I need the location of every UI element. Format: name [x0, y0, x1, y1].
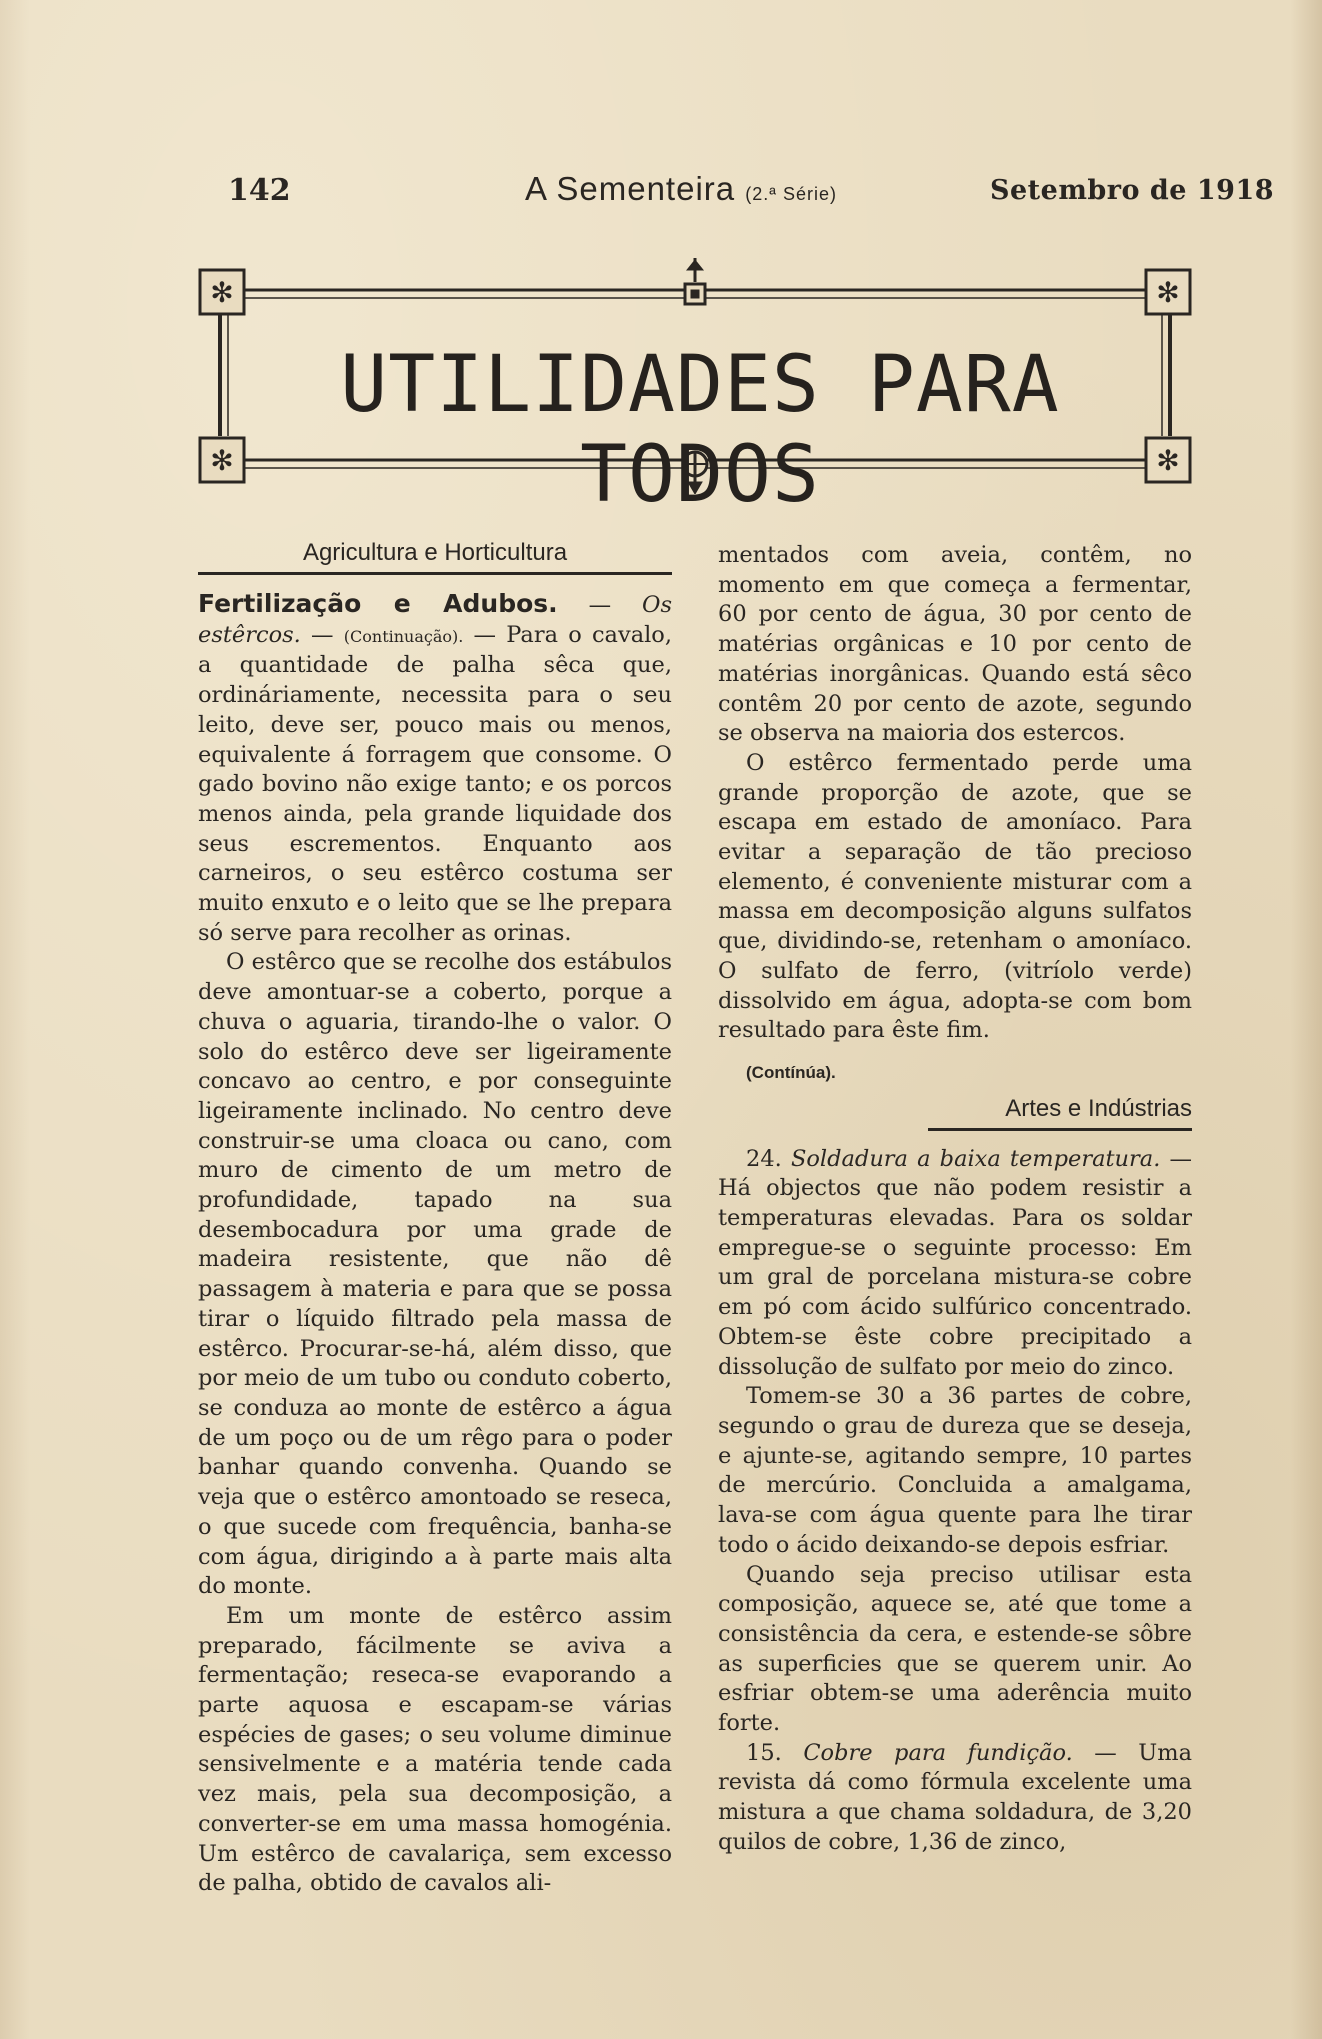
right-column [718, 541, 1192, 1858]
article-title: Fertilização e Adubos. [198, 589, 558, 618]
continua-note: (Contínúa). [746, 1062, 836, 1082]
paragraph-text: — Para o cavalo, a quantidade de palha sêca que, ordináriamente, necessita para o seu leito, deve ser, pouco mais ou menos, equivalente á forragem que consome. O gado bovino não exige tanto; e os porcos menos ainda, pela grande liquidade dos seus escrementos. Enquanto aos carneiros, o seu estêrco costuma ser muito enxuto e o leito que se lhe prepara só serve para recolher as orinas. [198, 621, 672, 946]
paragraph [198, 589, 672, 948]
left-column [198, 538, 672, 1899]
page-number: 142 [228, 173, 291, 208]
section-heading-agricultura: Agricultura e Horticultura [198, 538, 672, 575]
paragraph [718, 1739, 1192, 1858]
svg-text:✻: ✻ [1156, 444, 1180, 477]
item-title: Soldadura a baixa temperatura. [790, 1145, 1161, 1172]
banner-title: UTILIDADES PARA TODOS [340, 340, 1060, 520]
section-heading-artes: Artes e Indústrias [928, 1094, 1192, 1131]
item-text: — Uma revista dá como fórmula excelente uma mistura a que chama soldadura, de 3,20 quilos de cobre, 1,36 de zinco, [718, 1739, 1192, 1855]
journal-name: A Sementeira [525, 170, 736, 207]
svg-text:✻: ✻ [210, 276, 234, 309]
item-text: — Há objectos que não podem resistir a temperaturas elevadas. Para os soldar empregue-se o seguinte processo: Em um gral de porcelana mistura-se cobre em pó com ácido sulfúrico concentrado. Obtem-se êste cobre precipitado a dissolução de sulfato por meio do zinco. [718, 1145, 1192, 1380]
journal-title [525, 170, 837, 208]
continuation-note: (Continuação). [343, 626, 464, 646]
paragraph: Quando seja preciso utilisar esta composição, aquece se, até que tome a consistência da cera, e estende-se sôbre as superficies que se querem unir. Ao esfriar obtem-se uma aderência muito forte. [718, 1561, 1192, 1737]
item-number: 24. [746, 1145, 782, 1172]
svg-text:✻: ✻ [1156, 276, 1180, 309]
svg-text:✻: ✻ [210, 444, 234, 477]
item-title: Cobre para fundição. [803, 1739, 1073, 1766]
paragraph: O estêrco fermentado perde uma grande proporção de azote, que se escapa em estado de amoníaco. Para evitar a separação de tão precioso elemento, é conveniente misturar com a massa em decomposição alguns sulfatos que, dividindo-se, retenham o amoníaco. O sulfato de ferro, (vitríolo verde) dissolvido em água, adopta-se com bom resultado para êste fim. [718, 749, 1192, 1044]
paragraph: Em um monte de estêrco assim preparado, fácilmente se aviva a fermentação; reseca-se evaporando a parte aquosa e escapam-se várias espécies de gases; o seu volume diminue sensivelmente e a matéria tende cada vez mais, pela sua decomposição, a converter-se em uma massa homogénia. Um estêrco de cavalariça, sem excesso de palha, obtido de cavalos ali- [198, 1602, 672, 1897]
article-subtitle: Os estêrcos. [198, 592, 672, 648]
item-number: 15. [746, 1739, 782, 1766]
paragraph [718, 1145, 1192, 1383]
issue-date: Setembro de 1918 [990, 175, 1275, 206]
paragraph: O estêrco que se recolhe dos estábulos deve amontuar-se a coberto, porque a chuva o aguaria, tirando-lhe o valor. O solo do estêrco deve ser ligeiramente concavo ao centro, e por conseguinte ligeiramente inclinado. No centro deve construir-se uma cloaca ou cano, com muro de cimento de um metro de profundidade, tapado na sua desembocadura por uma grade de madeira resistente, que não dê passagem à materia e para que se possa tirar o líquido filtrado pela massa de estêrco. Procurar-se-há, além disso, que por meio de um tubo ou conduto coberto, se conduza ao monte de estêrco a água de um poço ou de um rêgo para o poder banhar quando convenha. Quando se veja que o estêrco amontoado se reseca, o que sucede com frequência, banha-se com água, dirigindo a à parte mais alta do monte. [198, 949, 672, 1600]
continuation-dash: — [300, 621, 344, 648]
title-dash: — [557, 592, 642, 618]
paragraph: mentados com aveia, contêm, no momento em que começa a fermentar, 60 por cento de água, 30 por cento de matérias orgânicas e 10 por cento de matérias inorgânicas. Quando está sêco contêm 20 por cento de azote, segundo se observa na maioria dos estercos. [718, 542, 1192, 747]
paragraph: Tomem-se 30 a 36 partes de cobre, segundo o grau de dureza que se deseja, e ajunte-se, agitando sempre, 10 partes de mercúrio. Concluida a amalgama, lava-se com água quente para lhe tirar todo o ácido deixando-se depois esfriar. [718, 1383, 1192, 1558]
series-label: (2.ª Série) [745, 184, 837, 204]
